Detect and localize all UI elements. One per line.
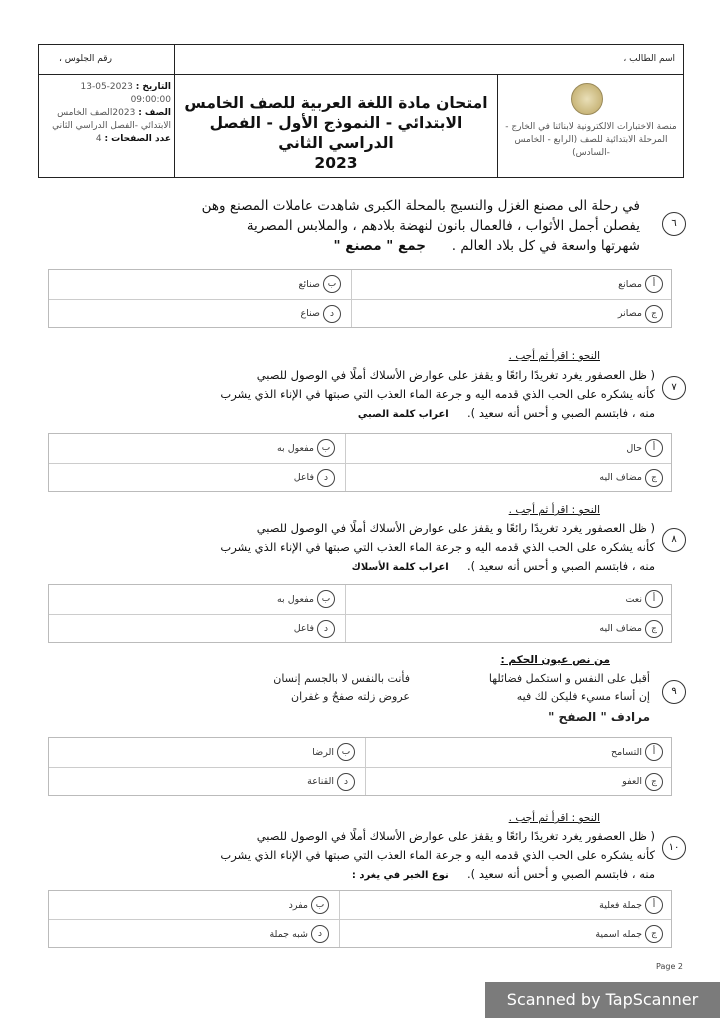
question-number-10: ١٠ xyxy=(662,836,686,860)
question-8-task: اعراب كلمة الأسلاك xyxy=(351,562,449,573)
question-9-task: مرادف " الصفح " xyxy=(548,710,650,724)
ministry-seal-icon xyxy=(571,83,603,115)
q8-option-c[interactable]: ج مضاف اليه xyxy=(599,620,663,638)
question-7-heading: النحو : اقرأ ثم أجب . xyxy=(508,350,600,362)
q9-option-b[interactable]: ب الرضا xyxy=(312,743,355,761)
q6-option-d[interactable]: د صناع xyxy=(301,305,342,323)
q7-option-b[interactable]: ب مفعول به xyxy=(277,439,335,457)
q9-option-d[interactable]: د القناعة xyxy=(307,773,355,791)
question-10-options xyxy=(48,890,672,948)
q7-option-d[interactable]: د فاعل xyxy=(294,469,335,487)
exam-header xyxy=(38,44,684,178)
question-8-heading: النحو : اقرأ ثم أجب . xyxy=(508,504,600,516)
question-10-heading: النحو : اقرأ ثم أجب . xyxy=(508,812,600,824)
verse-1-second-half: فأنت بالنفس لا بالجسم إنسان xyxy=(273,672,410,685)
page-number: Page 2 xyxy=(656,962,683,971)
q6-option-c[interactable]: ج مصانر xyxy=(618,305,663,323)
q8-option-d[interactable]: د فاعل xyxy=(294,620,335,638)
verse-2-first-half: إن أساء مسيء فليكن لك فيه xyxy=(516,690,650,703)
q6-option-a[interactable]: أ مصانع xyxy=(618,275,663,293)
question-10-text: ( ظل العصفور يغرد تغريدًا رائعًا و يقفز على عوارض الأسلاك أملًا في الوصول للصبي كأنه يشكره على الحب الذي قدمه اليه و جرعة الماء العذب التي صبتها في الإناء الذي يشرب منه ، فابتسم الصبي و أحس أنه سعيد ). نوع الخبر في يغرد : xyxy=(220,829,655,881)
q7-option-c[interactable]: ج مضاف اليه xyxy=(599,469,663,487)
question-6-text: في رحلة الى مصنع الغزل والنسيج بالمحلة الكبرى شاهدت عاملات المصنع وهن يفصلن أجمل الأثواب ، فالعمال بانون لنهضة بلادهم ، والملابس المصرية شهرتها واسعة في كل بلاد العالم . جمع " مصنع " xyxy=(201,198,640,254)
question-number-9: ٩ xyxy=(662,680,686,704)
question-8-options xyxy=(48,584,672,643)
seat-number-label: رقم الجلوس ، xyxy=(59,54,112,64)
student-name-label: اسم الطالب ، xyxy=(623,54,675,64)
exam-meta: التاريخ : 2023-05-13 09:00:00 الصف : 2023الصف الخامس الابتدائي -الفصل الدراسي الثاني عدد الصفحات : 4 xyxy=(52,82,171,144)
exam-title: امتحان مادة اللغة العربية للصف الخامس الابتدائي - النموذج الأول - الفصل الدراسي الثاني 2023 xyxy=(184,94,488,172)
question-6-options xyxy=(48,269,672,328)
question-8-text: ( ظل العصفور يغرد تغريدًا رائعًا و يقفز على عوارض الأسلاك أملًا في الوصول للصبي كأنه يشكره على الحب الذي قدمه اليه و جرعة الماء العذب التي صبتها في الإناء الذي يشرب منه ، فابتسم الصبي و أحس أنه سعيد ). اعراب كلمة الأسلاك xyxy=(220,521,655,573)
question-7-options xyxy=(48,433,672,492)
scanner-watermark: Scanned by TapScanner xyxy=(485,982,720,1018)
q10-option-c[interactable]: ج جمله اسمية xyxy=(595,925,663,943)
question-number-7: ٧ xyxy=(662,376,686,400)
q8-option-b[interactable]: ب مفعول به xyxy=(277,590,335,608)
question-10-task: نوع الخبر في يغرد : xyxy=(351,870,449,881)
question-6-task: جمع " مصنع " xyxy=(333,238,427,254)
q9-option-c[interactable]: ج العفو xyxy=(622,773,663,791)
question-7-task: اعراب كلمة الصبي xyxy=(357,409,449,420)
q7-option-a[interactable]: أ حال xyxy=(626,439,663,457)
question-7-text: ( ظل العصفور يغرد تغريدًا رائعًا و يقفز على عوارض الأسلاك أملًا في الوصول للصبي كأنه يشكره على الحب الذي قدمه اليه و جرعة الماء العذب التي صبتها في الإناء الذي يشرب منه ، فابتسم الصبي و أحس أنه سعيد ). اعراب كلمة الصبي xyxy=(220,368,655,420)
question-9-heading: من نص عيون الحكم : xyxy=(500,654,610,666)
verse-2-second-half: عروض زلته صفحٌ و غفران xyxy=(291,690,410,703)
q10-option-d[interactable]: د شبه جملة xyxy=(269,925,329,943)
q10-option-a[interactable]: أ جملة فعلية xyxy=(599,896,663,914)
question-number-8: ٨ xyxy=(662,528,686,552)
q10-option-b[interactable]: ب مفرد xyxy=(289,896,329,914)
q6-option-b[interactable]: ب صنائع xyxy=(298,275,341,293)
question-number-6: ٦ xyxy=(662,212,686,236)
verse-1-first-half: أقبل على النفس و استكمل فضائلها xyxy=(488,672,650,685)
q9-option-a[interactable]: أ التسامح xyxy=(611,743,663,761)
platform-name: منصة الاختبارات الالكترونية لابنائنا في الخارج - المرحلة الابتدائية للصف (الرابع - الخامس -السادس) xyxy=(505,122,677,158)
question-9-options xyxy=(48,737,672,796)
q8-option-a[interactable]: أ نعت xyxy=(625,590,663,608)
